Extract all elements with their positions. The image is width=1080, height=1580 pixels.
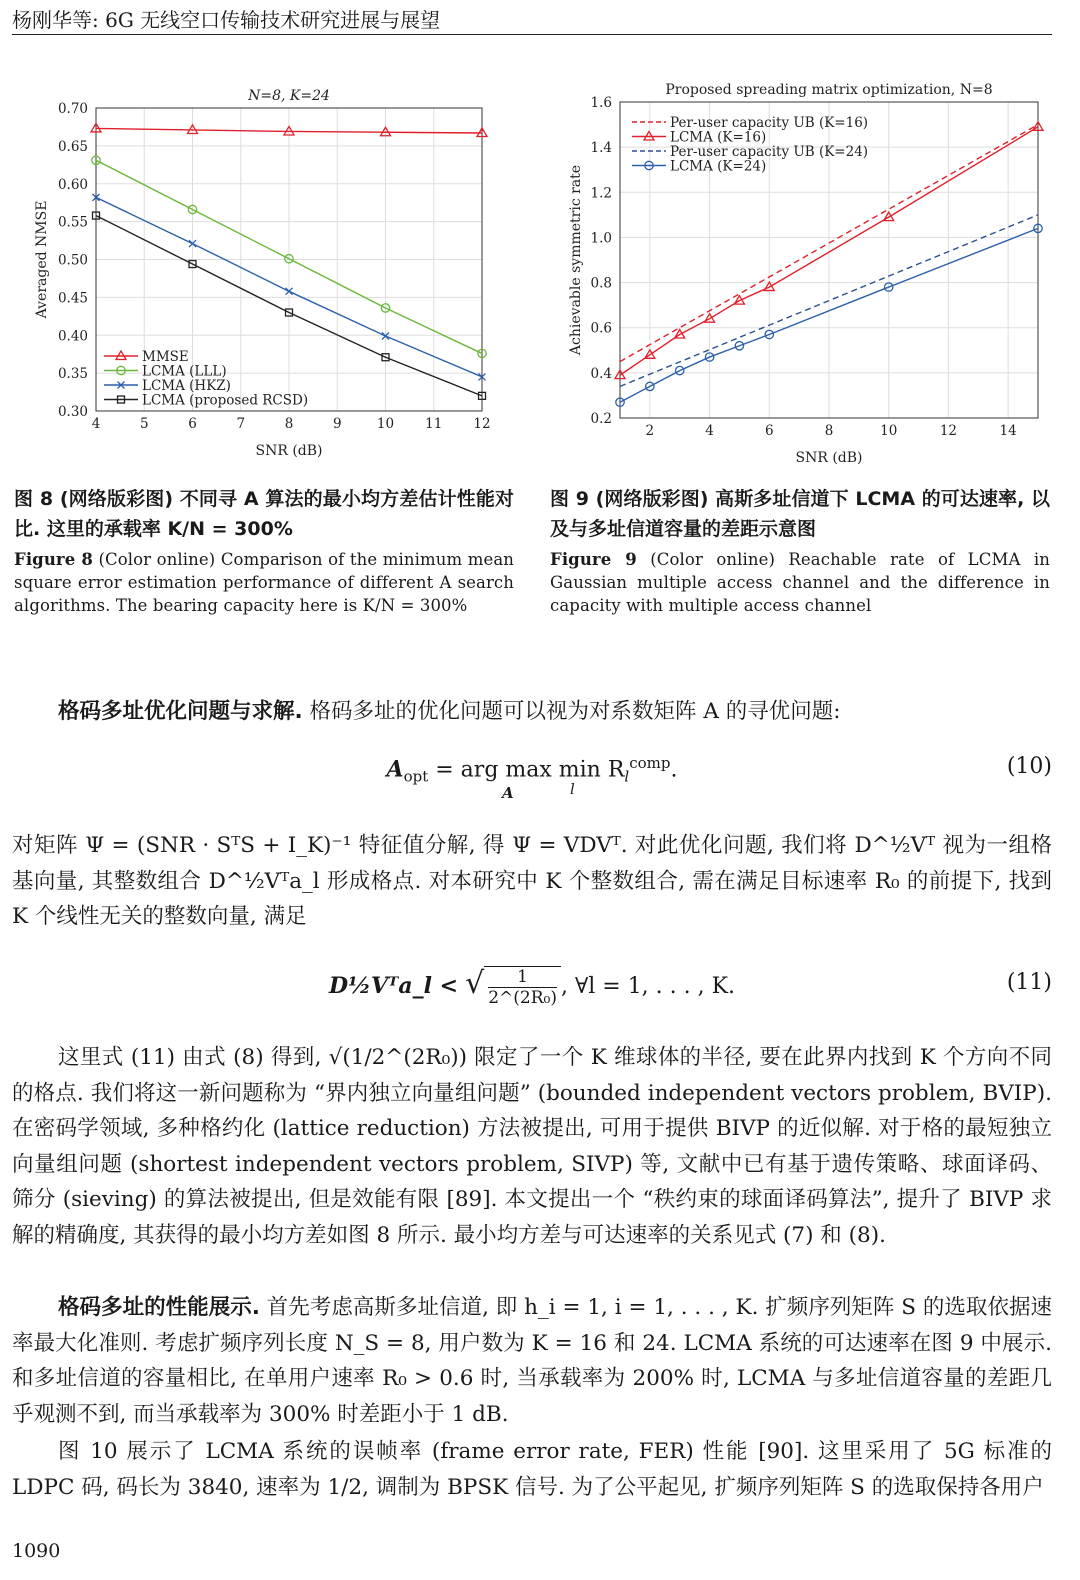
eq10-under-a: A — [502, 784, 514, 802]
paragraph-performance — [12, 1290, 1052, 1432]
running-title: 杨刚华等: 6G 无线空口传输技术研究进展与展望 — [12, 8, 441, 32]
legend-label: Per-user capacity UB (K=16) — [670, 115, 869, 131]
eq10-mid: = arg max min R — [428, 757, 625, 783]
x-tick-label: 5 — [139, 416, 149, 432]
paragraph-text: 首先考虑高斯多址信道, 即 h_i = 1, i = 1, . . . , K. 扩频序列矩阵 S 的选取依据速率最大化准则. 考虑扩频序列长度 N_S = 8, 用户数为 K = 16 和 24. LCMA 系统的可达速率在图 9 中展示. 和多址信道的容量相比, 在单用户速率 R₀ > 0.6 时, 当承载率为 200% 时, LCMA 与多址信道容量的差距几乎观测不到, 而当承载率为 300% 时差距小于 1 dB. — [12, 1295, 1053, 1427]
y-tick-label: 0.6 — [590, 320, 612, 337]
y-tick-label: 0.65 — [57, 138, 88, 155]
equation-11-number: (11) — [1006, 970, 1052, 995]
figure-8-chart — [20, 78, 520, 458]
running-header — [12, 0, 1052, 35]
eq11-frac-num: 1 — [488, 967, 557, 988]
legend-label: LCMA (proposed RCSD) — [142, 392, 309, 409]
figure-8-caption-zh: 图 8 (网络版彩图) 不同寻 A 算法的最小均方差估计性能对比. 这里的承载率 K/N = 300% — [14, 488, 514, 540]
legend-marker — [644, 132, 654, 141]
legend-marker — [116, 351, 126, 360]
legend-label: LCMA (K=24) — [670, 158, 767, 175]
equation-11-body: D½Vᵀa_l < √ $\frac{1}{\text{2\textasciicircum{}(2R₀)}}$ , ∀l = 1, . . . , K. — [328, 966, 736, 1008]
paragraph-heading: 格码多址的性能展示. — [58, 1295, 260, 1320]
equation-10 — [12, 754, 1052, 802]
x-tick-label: 9 — [332, 416, 342, 432]
eq11-lhs: D½Vᵀa_l < — [328, 973, 459, 999]
x-axis-label: SNR (dB) — [795, 450, 863, 464]
x-tick-label: 11 — [425, 416, 443, 432]
legend-label: LCMA (LLL) — [142, 363, 227, 380]
y-tick-label: 1.4 — [590, 140, 612, 157]
x-tick-label: 7 — [236, 416, 246, 432]
y-tick-label: 0.55 — [57, 214, 88, 231]
y-tick-label: 0.4 — [590, 365, 612, 382]
x-tick-label: 2 — [645, 423, 655, 439]
legend-label: LCMA (K=16) — [670, 129, 767, 146]
legend-label: Per-user capacity UB (K=24) — [670, 144, 869, 160]
y-tick-label: 0.60 — [57, 176, 88, 193]
x-tick-label: 12 — [473, 416, 491, 432]
eq10-sub: opt — [403, 767, 429, 786]
x-tick-label: 8 — [824, 423, 834, 439]
legend-label: LCMA (HKZ) — [142, 378, 231, 394]
x-tick-label: 8 — [284, 416, 294, 432]
x-tick-label: 4 — [91, 416, 101, 432]
y-tick-label: 0.35 — [57, 366, 88, 383]
figure-9-caption — [550, 484, 1050, 617]
eq10-sup: comp — [629, 754, 671, 772]
equation-10-body: $A_{opt}$ = arg $\max \min R_l^{comp}$. A l — [386, 754, 678, 802]
paragraph-eigendecomposition: 对矩阵 Ψ = (SNR · SᵀS + I_K)⁻¹ 特征值分解, 得 Ψ = VDVᵀ. 对此优化问题, 我们将 D^½Vᵀ 视为一组格基向量, 其整数组合 D^½Vᵀa_l 形成格点. 对本研究中 K 个整数组合, 需在满足目标速率 R₀ 的前提下, 找到 K 个线性无关的整数向量, 满足 — [12, 833, 1052, 929]
y-axis-label: Averaged NMSE — [34, 200, 50, 319]
y-tick-label: 0.70 — [57, 101, 88, 117]
x-tick-label: 4 — [705, 423, 714, 439]
x-tick-label: 14 — [999, 423, 1017, 439]
y-tick-label: 0.2 — [590, 411, 612, 427]
paragraph-optimization-intro — [12, 694, 1052, 730]
y-tick-label: 0.40 — [57, 328, 88, 345]
eq11-rhs: , ∀l = 1, . . . , K. — [560, 974, 736, 999]
figure-9-caption-zh: 图 9 (网络版彩图) 高斯多址信道下 LCMA 的可达速率, 以及与多址信道容量的差距示意图 — [550, 488, 1050, 540]
figure-8-caption — [14, 484, 514, 617]
equation-11 — [12, 956, 1052, 1012]
y-tick-label: 0.50 — [57, 252, 88, 269]
x-tick-label: 10 — [376, 416, 395, 432]
eq11-frac-den: 2^(2R₀) — [488, 988, 557, 1008]
figure-9-label: Figure 9 — [550, 550, 637, 569]
x-tick-label: 10 — [880, 423, 898, 439]
x-tick-label: 6 — [188, 416, 197, 432]
x-tick-label: 6 — [764, 423, 774, 439]
legend-label: MMSE — [142, 349, 189, 365]
y-tick-label: 0.30 — [57, 404, 88, 420]
page-number: 1090 — [12, 1540, 61, 1562]
y-axis-label: Achievable symmetric rate — [568, 164, 584, 356]
equation-10-number: (10) — [1006, 754, 1052, 779]
y-tick-label: 1.0 — [590, 230, 612, 247]
y-tick-label: 1.2 — [590, 185, 612, 202]
eq10-lhs: A — [386, 756, 404, 783]
chart-title: Proposed spreading matrix optimization, N=8 — [665, 82, 993, 98]
chart-title: N=8, K=24 — [248, 88, 330, 104]
figure-8-caption-en-text: (Color online) Comparison of the minimum mean square error estimation performance of different A search algorithms. The bearing capacity here is K/N = 300% — [14, 550, 514, 615]
x-tick-label: 12 — [939, 423, 958, 439]
figure-9-caption-en — [550, 548, 1050, 617]
paragraph-bivp: 这里式 (11) 由式 (8) 得到, √(1/2^(2R₀)) 限定了一个 K 维球体的半径, 要在此界内找到 K 个方向不同的格点. 我们将这一新问题称为 “界内独立向量组问题” (bounded independent vectors problem, BVIP). 在密码学领域, 多种格约化 (lattice reduction) 方法被提出, 可用于提供 BIVP 的近似解. 对于格的最短独立向量组问题 (shortest independent vectors problem, SIVP) 等, 文献中已有基于遗传策略、球面译码、筛分 (sieving) 的算法被提出, 但是效能有限 [89]. 本文提出一个 “秩约束的球面译码算法”, 提升了 BIVP 求解的精确度, 其获得的最小均方差如图 8 所示. 最小均方差与可达速率的关系见式 (7) 和 (8). — [12, 1045, 1052, 1248]
paragraph-fer: 图 10 展示了 LCMA 系统的误帧率 (frame error rate, FER) 性能 [90]. 这里采用了 5G 标准的 LDPC 码, 码长为 3840, 速率为 1/2, 调制为 BPSK 信号. 为了公平起见, 扩频序列矩阵 S 的选取保持各用户 — [12, 1439, 1052, 1500]
x-axis-label: SNR (dB) — [255, 443, 323, 458]
y-tick-label: 1.6 — [590, 95, 612, 111]
figure-9-chart — [556, 74, 1056, 464]
y-tick-label: 0.45 — [57, 290, 88, 307]
eq10-under-l: l — [570, 780, 575, 798]
figure-8-caption-en — [14, 548, 514, 617]
y-tick-label: 0.8 — [590, 275, 612, 292]
figure-8-label: Figure 8 — [14, 550, 93, 569]
paragraph-text: 格码多址的优化问题可以视为对系数矩阵 A 的寻优问题: — [309, 699, 841, 724]
figure-9-caption-en-text: (Color online) Reachable rate of LCMA in Gaussian multiple access channel and the difference in capacity with multiple access channel — [550, 550, 1050, 615]
paragraph-heading: 格码多址优化问题与求解. — [58, 699, 303, 724]
